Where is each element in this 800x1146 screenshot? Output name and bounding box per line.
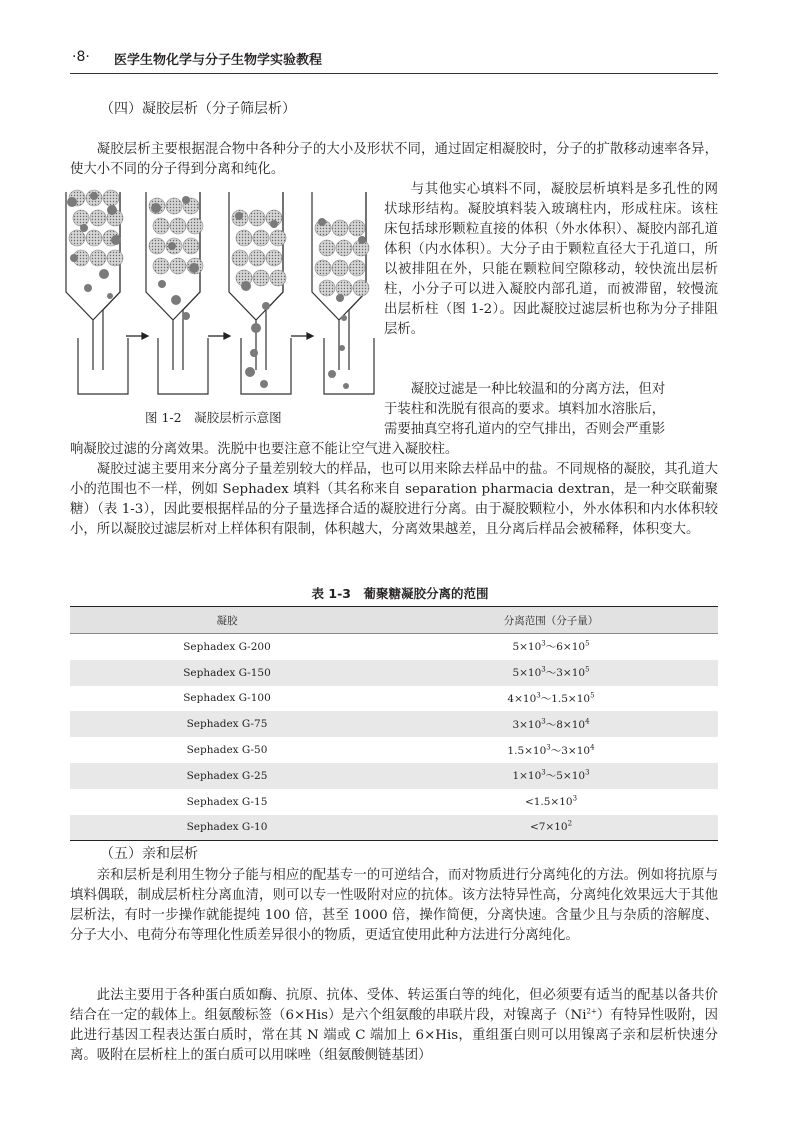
exponent: 5: [585, 665, 590, 674]
gel-bead: [319, 240, 335, 256]
table-row: [70, 789, 718, 815]
range-cell: $5\times 10^3\sim 6\times 10^5$: [512, 639, 590, 654]
molecule: [262, 302, 270, 310]
gel-bead: [349, 220, 365, 236]
exponent: 3: [541, 639, 546, 648]
range-cell: $5\times 10^3\sim 3\times 10^5$: [384, 660, 718, 686]
gel-bead: [183, 238, 199, 254]
gel-bead: [336, 240, 352, 256]
gel-bead: [166, 198, 182, 214]
molecule: [80, 224, 88, 232]
gel-bead: [353, 280, 369, 296]
gel-bead: [253, 230, 269, 246]
gel-bead: [170, 258, 186, 274]
paragraph-gentle-method-lines: [384, 380, 718, 440]
gel-name-cell: Sephadex G-25: [70, 763, 384, 789]
gel-bead: [319, 280, 335, 296]
column-header-range: 分离范围（分子量）: [384, 607, 718, 634]
flow-arrow-head: [224, 333, 230, 339]
gel-bead: [236, 230, 252, 246]
gel-bead: [349, 260, 365, 276]
gel-bead: [332, 260, 348, 276]
gel-bead: [170, 218, 186, 234]
molecule: [67, 197, 77, 207]
exponent: 5: [590, 691, 595, 700]
gel-bead: [86, 230, 102, 246]
his-tag-text-b: ）有特异性吸附，因此进行基因工程表达蛋白质时，常在其 N 端或 C 端加上 6×His，重组蛋白则可以用镍离子亲和层析快速分离。吸附在层析柱上的蛋白质可以用咪唑（组氨酸侧链基团）: [70, 1008, 719, 1063]
gel-bead: [266, 250, 282, 266]
gel-name-cell: Sephadex G-200: [183, 640, 271, 653]
molecule: [189, 263, 199, 273]
gel-bead: [253, 270, 269, 286]
table-row: [70, 634, 718, 660]
gel-bead: [90, 210, 106, 226]
exponent: 3: [536, 691, 541, 700]
text-line: 于装柱和洗脱有很高的要求。填料加水溶胀后，: [384, 402, 666, 417]
molecule: [168, 242, 176, 250]
gel-bead: [187, 218, 203, 234]
molecule: [90, 192, 98, 200]
molecule: [336, 294, 344, 302]
molecule: [328, 370, 336, 378]
gel-name-cell: Sephadex G-10: [70, 815, 384, 841]
gel-name-cell: Sephadex G-100: [183, 692, 271, 705]
gel-bead: [153, 258, 169, 274]
gel-bead: [103, 190, 119, 206]
molecule: [107, 293, 113, 299]
molecule: [99, 269, 109, 279]
molecule: [182, 312, 190, 320]
gel-name-cell: Sephadex G-15: [186, 795, 268, 808]
gel-bead: [249, 210, 265, 226]
table-row: [70, 660, 718, 686]
gel-bead: [232, 250, 248, 266]
exponent: 4: [585, 717, 590, 726]
molecule: [318, 218, 326, 226]
gel-bead: [153, 218, 169, 234]
table-row: [70, 686, 718, 712]
paragraph-intro: 凝胶层析主要根据混合物中各种分子的大小及形状不同，通过固定相凝胶时，分子的扩散移动速率各异，使大小不同的分子得到分离和纯化。: [70, 142, 718, 177]
molecule: [171, 295, 181, 305]
molecule: [260, 380, 268, 388]
column-header-gel: 凝胶: [70, 607, 384, 634]
header-rule: [70, 73, 718, 74]
paragraph-affinity-intro: 亲和层析是利用生物分子能与相应的配基专一的可逆结合，而对物质进行分离纯化的方法。例如将抗原与填料偶联，制成层析柱分离血清，则可以专一性吸附对应的抗体。该方法特异性高，分离纯化效果远大于其他层析法，有时一步操作就能提纯 100 倍，甚至 1000 倍，操作简便，分离快速。含量少且与杂质的溶解度、分子大小、电荷分布等理化性质差异很小的物质，更适宜使用此种方法进行分离纯化。: [70, 868, 718, 943]
gel-bead: [249, 250, 265, 266]
gel-bead: [90, 250, 106, 266]
molecule: [339, 345, 345, 351]
range-cell: $4\times 10^3\sim 1.5\times 10^5$: [507, 691, 595, 705]
gel-bead: [73, 210, 89, 226]
table-header-row: [70, 607, 718, 634]
molecule: [270, 220, 278, 228]
range-cell: $<1.5\times 10^3$: [524, 794, 578, 808]
exponent: 4: [590, 743, 595, 752]
molecule: [107, 205, 117, 215]
exponent: 3: [541, 665, 546, 674]
page-number: ·8·: [72, 49, 90, 65]
sephadex-range-table: [70, 606, 718, 841]
exponent: 3: [541, 768, 546, 777]
molecule: [235, 212, 243, 220]
ion-charge-superscript: 2+: [586, 1007, 597, 1016]
molecule: [111, 235, 121, 245]
molecule: [151, 203, 161, 213]
paragraph-porous-packing: 与其他实心填料不同，凝胶层析填料是多孔性的网状球形结构。凝胶填料装入玻璃柱内，形成柱床。该柱床包括球形颗粒直接的体积（外水体积）、凝胶内部孔道体积（内水体积）。大分子由于颗粒直径大于孔道口，所以被排阻在外，只能在颗粒间空隙移动，较快流出层析柱，小分子可以进入凝胶内部孔道，而被滞留，较慢流出层析柱（图 1-2）。因此凝胶过滤层析也称为分子排阻层析。: [384, 182, 718, 337]
exponent: 3: [572, 794, 578, 803]
molecule: [245, 367, 255, 377]
molecule: [343, 383, 349, 389]
exponent: 3: [585, 768, 590, 777]
flow-arrow-head: [307, 333, 313, 339]
gel-bead: [270, 230, 286, 246]
molecule: [251, 323, 261, 333]
molecule: [182, 196, 190, 204]
section-heading-gel-chromatography: （四）凝胶层析（分子筛层析）: [100, 101, 296, 117]
running-header-title: 医学生物化学与分子生物学实验教程: [114, 53, 323, 68]
exponent: 2: [567, 819, 573, 828]
gel-bead: [332, 220, 348, 236]
text-line: 凝胶过滤是一种比较温和的分离方法，但对: [410, 382, 666, 397]
table-row: [70, 737, 718, 763]
gel-name-cell: Sephadex G-50: [186, 744, 268, 757]
molecule: [241, 281, 251, 291]
molecule: [84, 284, 92, 292]
flow-arrow-head: [142, 333, 148, 339]
range-cell: $1.5\times 10^3\sim 3\times 10^4$: [507, 743, 595, 757]
his-tag-text-a: 此法主要用于各种蛋白质如酶、抗原、抗体、受体、转运蛋白等的纯化，但必须要有适当的配基以备共价结合在一定的载体上。组氨酸标签（6×His）是六个组氨酸的串联片段，对镍离子（Ni: [70, 988, 718, 1023]
paragraph-sephadex: 凝胶过滤主要用来分离分子量差别较大的样品，也可以用来除去样品中的盐。不同规格的凝胶，其孔道大小的范围也不一样，例如 Sephadex 填料（其名称来自 separation pharmacia dextran，是一种交联葡聚糖）（表 1-3），因此要根据样品的分子量选择合适的凝胶进行分离。由于凝胶颗粒小，外水体积和内水体积较小，所以凝胶过滤层析对上样体积有限制，体积越大，分离效果越差，且分离后样品会被稀释，体积变大。: [70, 462, 718, 537]
text-line: 需要抽真空将孔道内的空气排出，否则会严重影: [384, 422, 666, 437]
range-cell: $<7\times 10^2$: [384, 815, 718, 841]
range-cell: $3\times 10^3\sim 8\times 10^4$: [384, 711, 718, 737]
range-cell: $1\times 10^3\sim 5\times 10^3$: [384, 763, 718, 789]
section-heading-affinity-chromatography: （五）亲和层析: [100, 846, 198, 862]
gel-bead: [149, 238, 165, 254]
paragraph-gentle-method-end: 响凝胶过滤的分离效果。洗脱中也要注意不能让空气进入凝胶柱。: [70, 442, 459, 457]
table-row: [70, 711, 718, 737]
molecule: [158, 280, 166, 288]
gel-name-cell: Sephadex G-150: [70, 660, 384, 686]
gel-bead: [336, 280, 352, 296]
gel-bead: [107, 250, 123, 266]
molecule: [341, 315, 347, 321]
table-title: 表 1-3 葡聚糖凝胶分离的范围: [311, 586, 489, 601]
molecule: [70, 254, 78, 262]
gel-bead: [270, 270, 286, 286]
table-row: [70, 763, 718, 789]
table-row: [70, 815, 718, 841]
gel-bead: [69, 230, 85, 246]
paragraph-his-tag: [70, 986, 718, 1066]
gel-chromatography-diagram: [64, 188, 380, 402]
molecule: [250, 349, 258, 357]
figure-caption: 图 1-2 凝胶层析示意图: [145, 410, 282, 425]
exponent: 3: [541, 717, 546, 726]
exponent: 3: [546, 743, 551, 752]
molecule: [358, 236, 366, 244]
gel-name-cell: Sephadex G-75: [70, 711, 384, 737]
exponent: 5: [585, 639, 590, 648]
gel-bead: [315, 260, 331, 276]
